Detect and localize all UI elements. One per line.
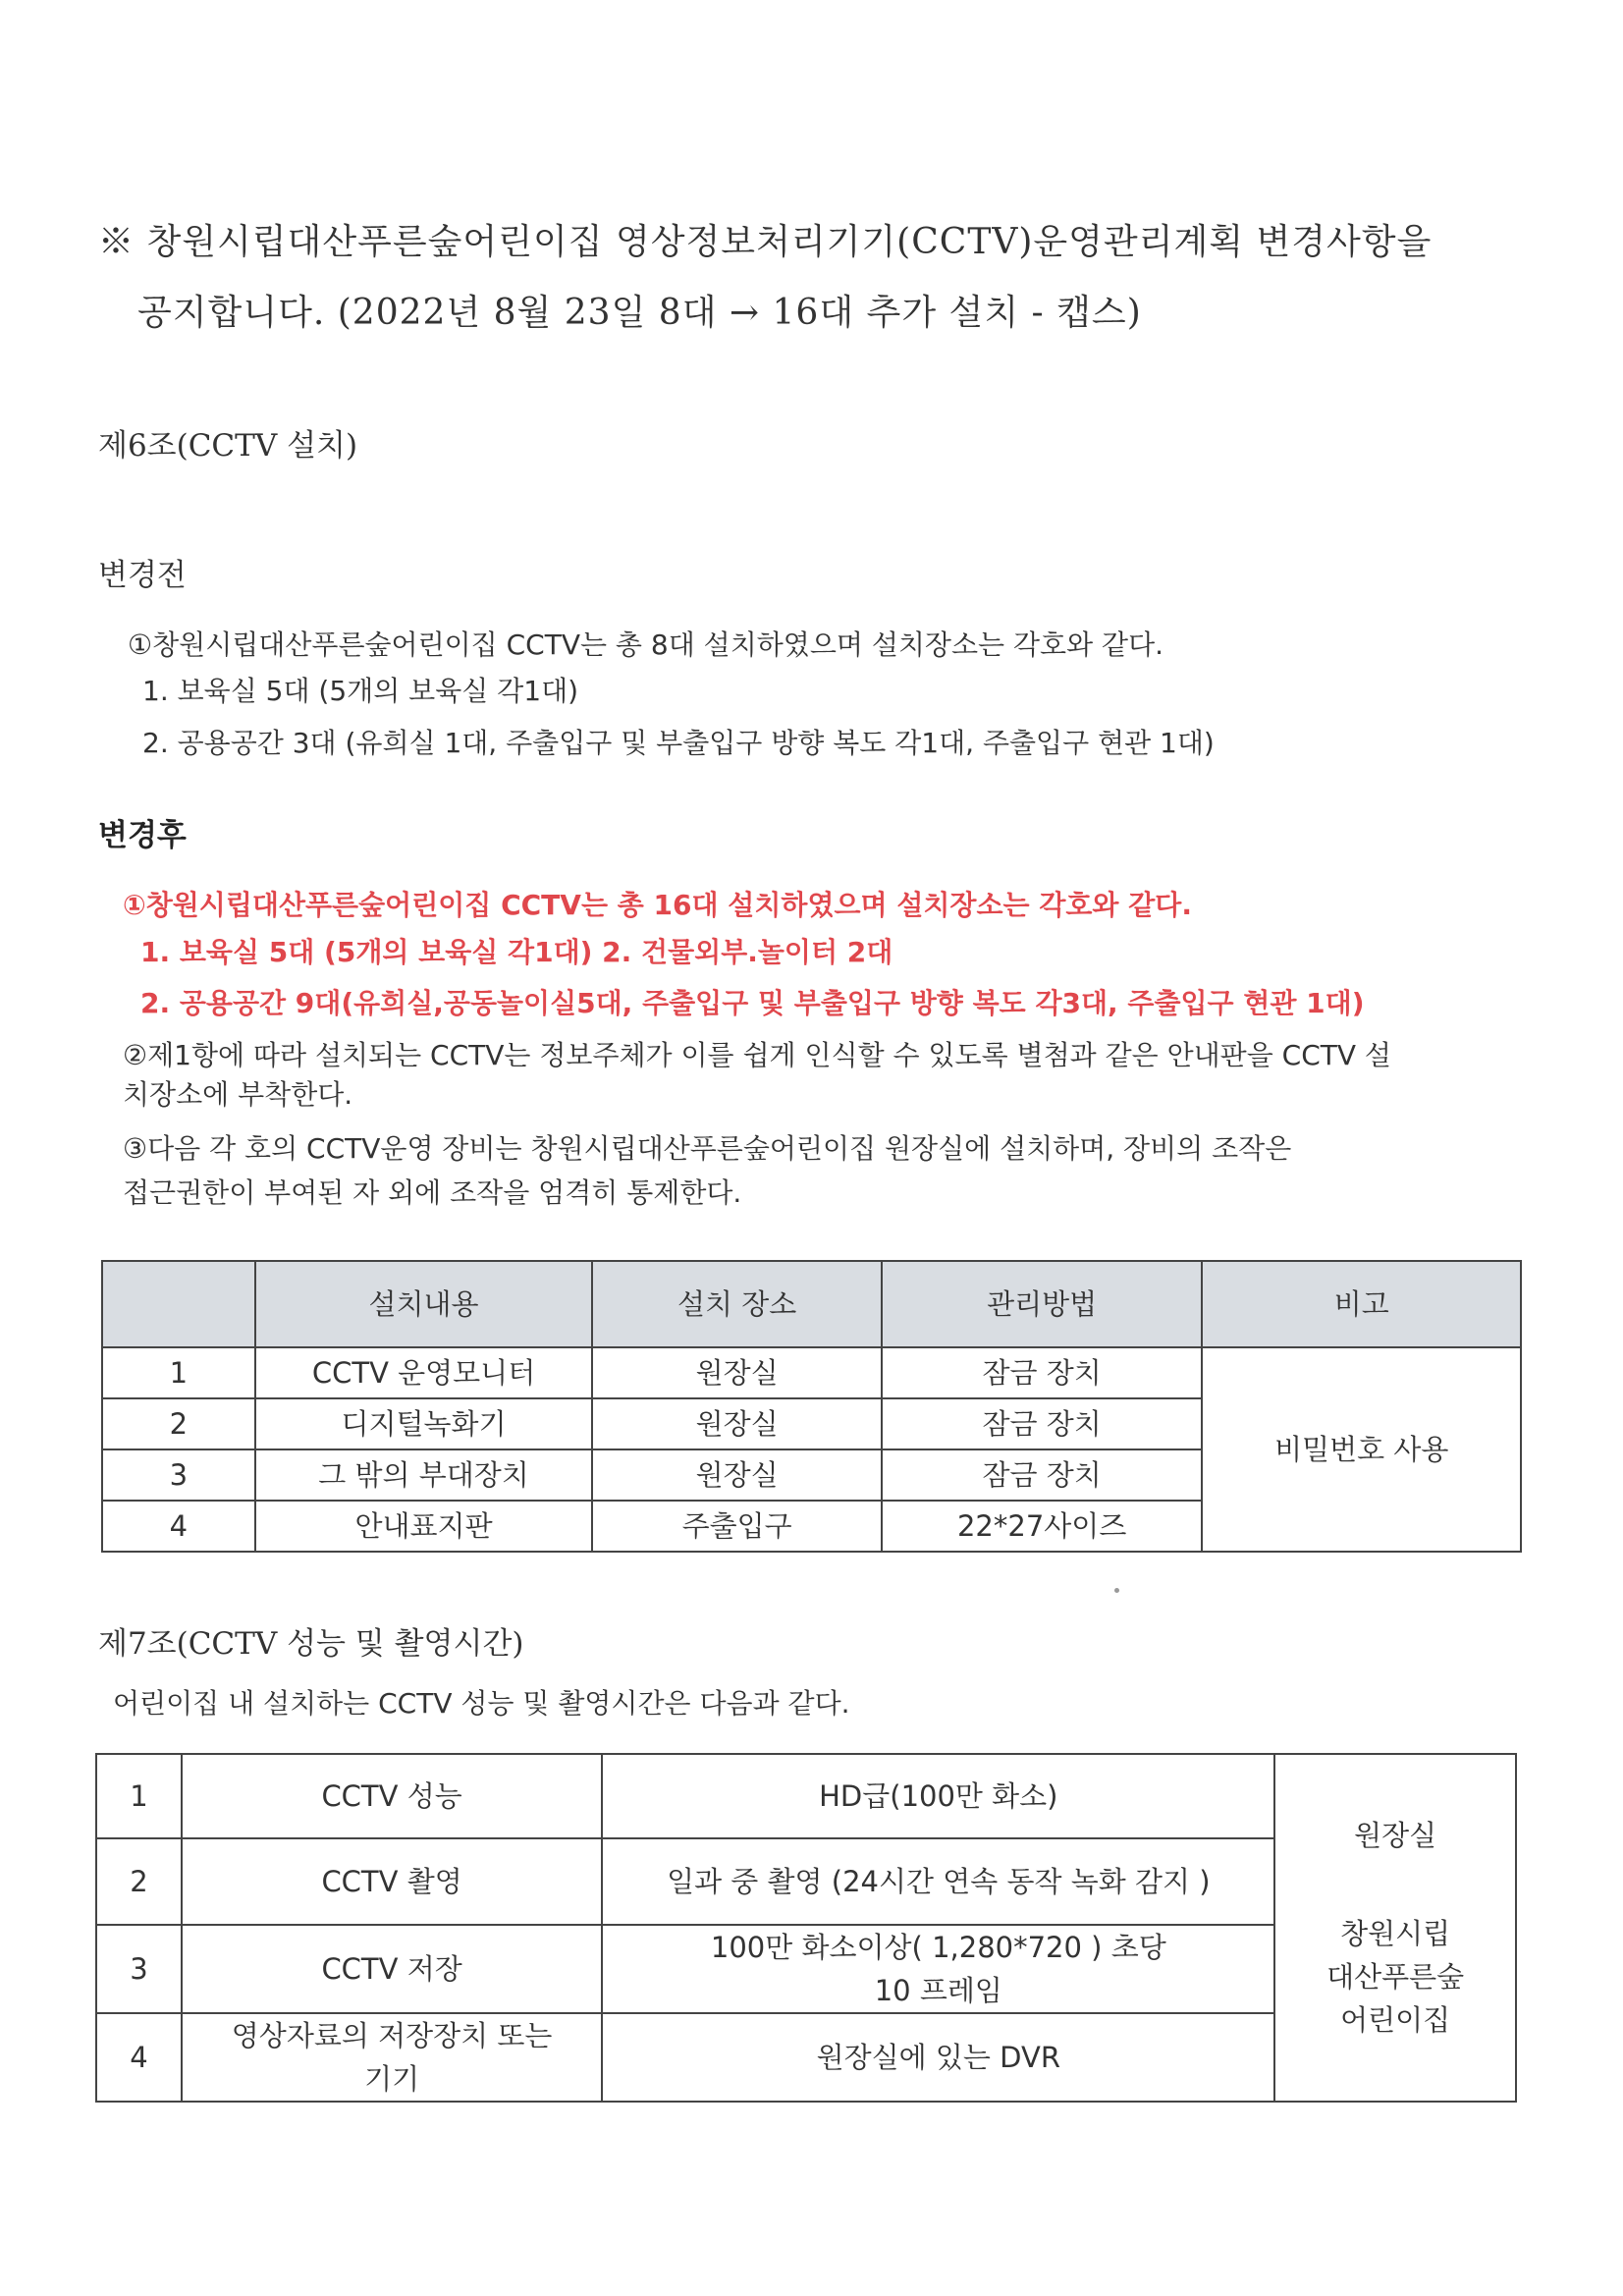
before-sub-2: 2. 공용공간 3대 (유희실 1대, 주출입구 및 부출입구 방향 복도 각1대, 주출입구 현관 1대)	[142, 727, 1215, 759]
remark-line-3: 어린이집	[1340, 2003, 1451, 2037]
before-item-1: ①창원시립대산푸른숲어린이집 CCTV는 총 8대 설치하였으며 설치장소는 각호와 같다.	[128, 629, 1164, 661]
cell-item	[182, 2013, 602, 2102]
header-cell: 설치내용	[255, 1261, 593, 1347]
item-line-2: 기기	[364, 2062, 420, 2096]
notice-line-2: 공지합니다. (2022년 8월 23일 8대 → 16대 추가 설치 - 캡스)	[137, 293, 1142, 333]
cell-no: 4	[96, 2013, 182, 2102]
before-sub-1: 1. 보육실 5대 (5개의 보육실 각1대)	[142, 675, 579, 707]
remark-top: 원장실	[1354, 1819, 1437, 1852]
after-item-3-line-1: ③다음 각 호의 CCTV운영 장비는 창원시립대산푸른숲어린이집 원장실에 설치하며, 장비의 조작은	[123, 1132, 1292, 1165]
notice-line-1: ※ 창원시립대산푸른숲어린이집 영상정보처리기기(CCTV)운영관리계획 변경사항을	[98, 222, 1433, 262]
cell-content: 그 밖의 부대장치	[255, 1449, 593, 1501]
before-change-heading: 변경전	[98, 558, 187, 593]
cell-location: 원장실	[592, 1347, 882, 1398]
cell-method: 22*27사이즈	[882, 1501, 1203, 1552]
article-7-title: 제7조(CCTV 성능 및 촬영시간)	[98, 1626, 524, 1662]
scan-speck	[1114, 1588, 1119, 1593]
remark-line-2: 대산푸른숲	[1326, 1960, 1465, 1994]
cell-no: 2	[96, 1838, 182, 1925]
header-cell: 비고	[1202, 1261, 1521, 1347]
cell-value	[602, 1925, 1274, 2013]
table-row	[96, 1754, 1516, 1838]
table-header-row	[102, 1261, 1521, 1347]
header-cell	[102, 1261, 255, 1347]
cell-location: 원장실	[592, 1398, 882, 1449]
after-item-1: ①창원시립대산푸른숲어린이집 CCTV는 총 16대 설치하였으며 설치장소는 각호와 같다.	[123, 889, 1192, 921]
cell-value: 일과 중 촬영 (24시간 연속 동작 녹화 감지 )	[602, 1838, 1274, 1925]
article-6-title: 제6조(CCTV 설치)	[98, 428, 358, 464]
cell-no: 4	[102, 1501, 255, 1552]
header-cell: 설치 장소	[592, 1261, 882, 1347]
value-line-2: 10 프레임	[874, 1974, 1002, 2007]
article-7-intro: 어린이집 내 설치하는 CCTV 성능 및 촬영시간은 다음과 같다.	[113, 1687, 850, 1720]
cell-item: CCTV 촬영	[182, 1838, 602, 1925]
cell-no: 3	[96, 1925, 182, 2013]
installation-table	[101, 1260, 1522, 1553]
cell-method: 잠금 장치	[882, 1398, 1203, 1449]
after-change-heading: 변경후	[98, 818, 187, 853]
cell-value: 원장실에 있는 DVR	[602, 2013, 1274, 2102]
cell-method: 잠금 장치	[882, 1347, 1203, 1398]
cell-no: 3	[102, 1449, 255, 1501]
remark-line-1: 창원시립	[1340, 1917, 1451, 1950]
cell-content: 안내표지판	[255, 1501, 593, 1552]
item-line-1: 영상자료의 저장장치 또는	[231, 2019, 553, 2052]
cell-remark	[1274, 1754, 1516, 2102]
performance-table	[95, 1753, 1517, 2103]
cell-remark: 비밀번호 사용	[1202, 1347, 1521, 1552]
after-item-2-line-2: 치장소에 부착한다.	[123, 1078, 353, 1111]
cell-no: 2	[102, 1398, 255, 1449]
after-sub-2: 2. 공용공간 9대(유희실,공동놀이실5대, 주출입구 및 부출입구 방향 복도 각3대, 주출입구 현관 1대)	[140, 987, 1365, 1019]
header-cell: 관리방법	[882, 1261, 1203, 1347]
cell-method: 잠금 장치	[882, 1449, 1203, 1501]
after-item-3-line-2: 접근권한이 부여된 자 외에 조작을 엄격히 통제한다.	[123, 1176, 742, 1209]
after-sub-1: 1. 보육실 5대 (5개의 보육실 각1대) 2. 건물외부.놀이터 2대	[140, 936, 893, 968]
cell-no: 1	[96, 1754, 182, 1838]
cell-no: 1	[102, 1347, 255, 1398]
cell-location: 주출입구	[592, 1501, 882, 1552]
cell-item: CCTV 저장	[182, 1925, 602, 2013]
cell-value: HD급(100만 화소)	[602, 1754, 1274, 1838]
cell-content: CCTV 운영모니터	[255, 1347, 593, 1398]
cell-location: 원장실	[592, 1449, 882, 1501]
value-line-1: 100만 화소이상( 1,280*720 ) 초당	[710, 1931, 1166, 1964]
table-row	[102, 1347, 1521, 1398]
after-item-2-line-1: ②제1항에 따라 설치되는 CCTV는 정보주체가 이를 쉽게 인식할 수 있도록 별첨과 같은 안내판을 CCTV 설	[123, 1039, 1391, 1071]
cell-content: 디지털녹화기	[255, 1398, 593, 1449]
cell-item: CCTV 성능	[182, 1754, 602, 1838]
